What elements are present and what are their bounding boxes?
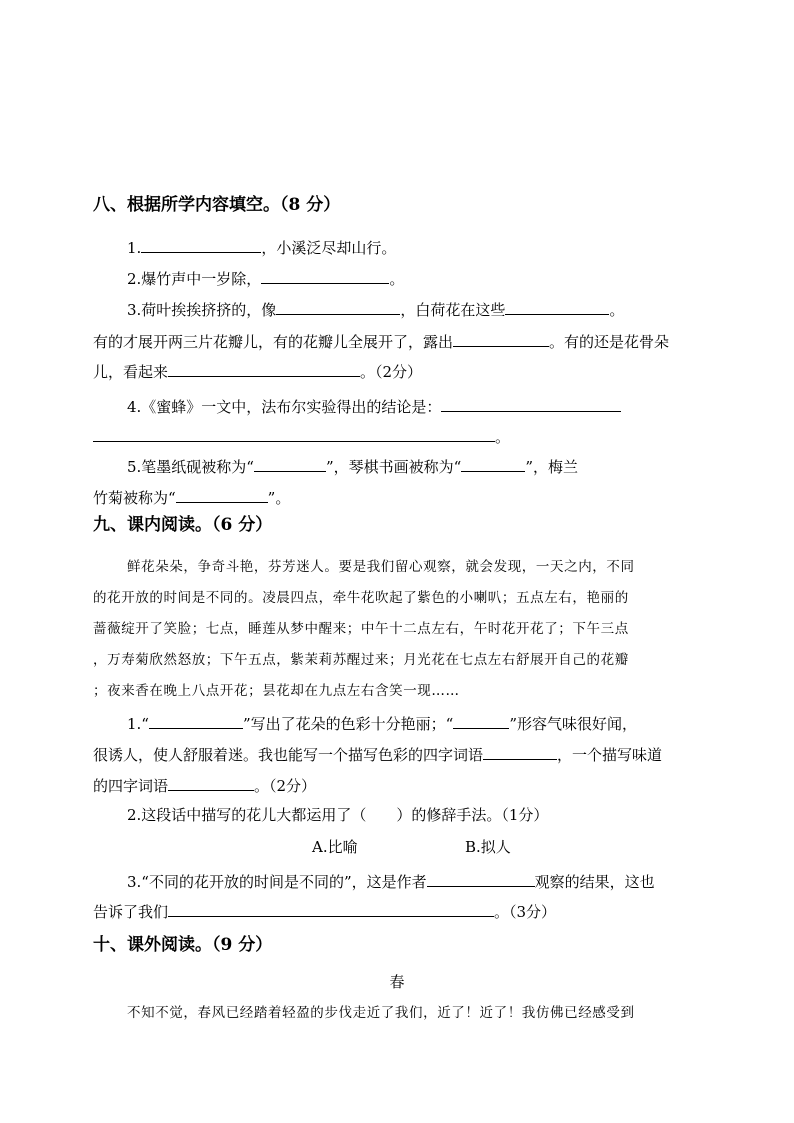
answer-blank[interactable] — [427, 870, 535, 887]
answer-blank[interactable] — [461, 455, 525, 472]
answer-blank[interactable] — [141, 236, 261, 253]
option-b[interactable]: B.拟人 — [465, 838, 511, 856]
question-9-3-cont: 告诉了我们 。（3分） — [93, 900, 556, 922]
answer-blank[interactable] — [483, 743, 557, 760]
answer-blank[interactable] — [168, 360, 360, 377]
passage-line: 蔷薇绽开了笑脸；七点，睡莲从梦中醒来；中午十二点左右，午时花开花了；下午三点 — [93, 621, 629, 637]
answer-blank[interactable] — [453, 330, 549, 347]
passage-line: 鲜花朵朵，争奇斗艳，芬芳迷人。要是我们留心观察，就会发现，一天之内，不同 — [127, 559, 635, 575]
answer-blank[interactable] — [168, 774, 254, 791]
question-8-3-cont: 有的才展开两三片花瓣儿，有的花瓣儿全展开了，露出 。有的还是花骨朵 — [93, 330, 669, 352]
question-8-5: 5.笔墨纸砚被称为“ ”，琴棋书画被称为“ ”，梅兰 — [127, 455, 578, 477]
question-8-3: 3.荷叶挨挨挤挤的，像 ，白荷花在这些 。 — [127, 298, 624, 320]
answer-blank[interactable] — [276, 298, 400, 315]
question-8-3-cont2: 儿，看起来 。（2分） — [93, 360, 422, 382]
question-8-2: 2.爆竹声中一岁除， 。 — [127, 267, 404, 289]
answer-blank[interactable] — [453, 712, 509, 729]
section-10-title: 十、课外阅读。（9 分） — [93, 935, 273, 955]
question-8-4-cont: 。 — [93, 425, 510, 447]
answer-blank[interactable] — [176, 486, 268, 503]
question-8-5-cont: 竹菊被称为“ ”。 — [93, 486, 290, 508]
answer-blank[interactable] — [254, 455, 326, 472]
question-9-3: 3.“不同的花开放的时间是不同的”，这是作者 观察的结果，这也 — [127, 870, 655, 892]
section-8-title: 八、根据所学内容填空。（8 分） — [93, 195, 341, 215]
question-9-1-cont2: 的四字词语 。（2分） — [93, 774, 316, 796]
passage-line: 不知不觉，春风已经踏着轻盈的步伐走近了我们，近了！近了！我仿佛已经感受到 — [127, 1005, 635, 1021]
question-9-1-cont: 很诱人，使人舒服着迷。我也能写一个描写色彩的四字词语 ，一个描写味道 — [93, 743, 662, 765]
answer-blank[interactable] — [505, 298, 609, 315]
answer-blank[interactable] — [149, 712, 243, 729]
passage-line: ；夜来香在晚上八点开花；昙花却在九点左右含笑一现…… — [93, 683, 460, 699]
passage-line: ，万寿菊欣然怒放；下午五点，紫茉莉苏醒过来；月光花在七点左右舒展开自己的花瓣 — [93, 652, 629, 668]
option-a[interactable]: A.比喻 — [312, 838, 358, 856]
question-9-2: 2.这段话中描写的花儿大都运用了（ ）的修辞手法。（1分） — [127, 806, 549, 824]
passage-title: 春 — [389, 973, 405, 991]
answer-blank[interactable] — [441, 395, 621, 412]
answer-blank[interactable] — [93, 425, 495, 442]
answer-blank[interactable] — [261, 267, 389, 284]
question-8-4: 4.《蜜蜂》一文中，法布尔实验得出的结论是： — [127, 395, 621, 417]
section-9-title: 九、课内阅读。（6 分） — [93, 515, 273, 535]
question-9-1: 1.“ ”写出了花朵的色彩十分艳丽；“ ”形容气味很好闻， — [127, 712, 637, 734]
question-8-1: 1. ，小溪泛尽却山行。 — [127, 236, 396, 258]
answer-blank[interactable] — [168, 900, 494, 917]
passage-line: 的花开放的时间是不同的。凌晨四点，牵牛花吹起了紫色的小喇叭；五点左右，艳丽的 — [93, 590, 629, 606]
